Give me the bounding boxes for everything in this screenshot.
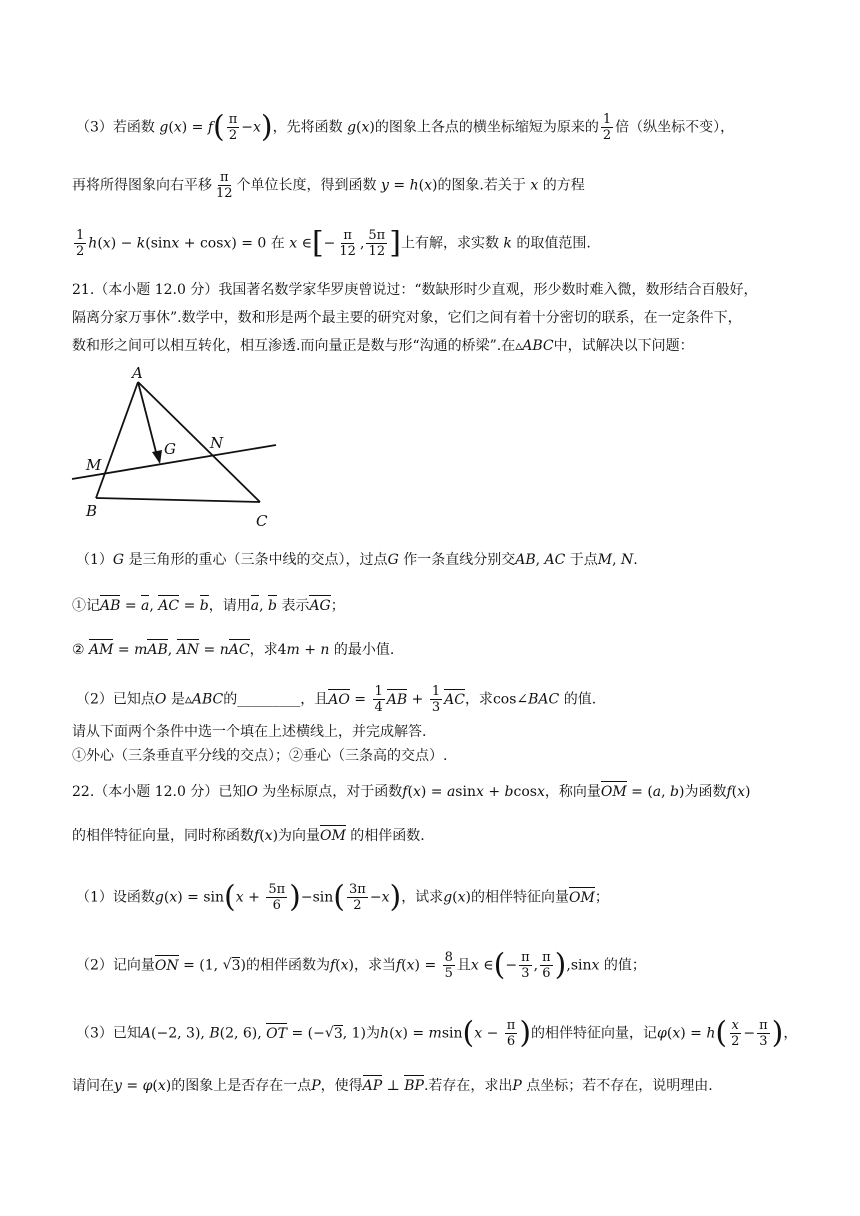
- side-bc: [96, 498, 260, 502]
- q21-part1-sub2: ② AM = mAB, AN = nAC，求4m + n 的最小值.: [72, 642, 395, 658]
- q21-options: ①外心（三条垂直平分线的交点）；②垂心（三条高的交点）.: [72, 748, 448, 764]
- label-b: B: [86, 502, 98, 520]
- q22-line2: 的相伴特征向量，同时称函数f(x)为向量OM 的相伴函数.: [72, 828, 425, 844]
- q21-part2: （2）已知点O 是▵ABC的_________，且AO = $\frac{1}{4}$ AB + $\frac{1}{3}$ AC，求cos∠BAC 的值.: [76, 684, 597, 715]
- q21-header: 21.（本小题 12.0 分）我国著名数学家华罗庚曾说过：“数缺形时少直观，形少数时难入微，数形结合百般好，: [72, 282, 758, 298]
- q22-part1: （1）设函数g(x) = sin(x + $\frac{5\pi}{6}$ )−sin( $\frac{3\pi}{2}$ −x)，试求g(x)的相伴特征向量OM；: [76, 879, 609, 915]
- triangle-figure: [66, 364, 286, 530]
- q21-part1-sub1: ①记AB = a, AC = b，请用a, b 表示AG；: [72, 598, 345, 614]
- side-ab: [96, 382, 138, 498]
- q20-part3-line3: $\frac{1}{2}$ h(x) − k(sinx + cosx) = 0 在 x ∈[− $\frac{\pi}{12}$ , $\frac{5\pi}{12}$ ]上有解，求实数 k 的取值范围.: [76, 225, 591, 261]
- label-m: M: [86, 456, 102, 474]
- q21-choose: 请从下面两个条件中选一个填在上述横线上，并完成解答.: [72, 724, 427, 740]
- q20-part3-line1: （3）若函数 g(x) = f( $\frac{\pi}{2}$ −x)，先将函数 g(x)的图象上各点的横坐标缩短为原来的 $\frac{1}{2}$ 倍（纵坐标不变），: [76, 109, 735, 145]
- q21-line3: 数和形之间可以相互转化，相互渗透.而向量正是数与形“沟通的桥梁”.在▵ABC中，试解决以下问题：: [72, 338, 694, 354]
- side-ac: [138, 382, 260, 502]
- q21-line2: 隔离分家万事休”.数学中，数和形是两个最主要的研究对象，它们之间有着十分密切的联系，在一定条件下，: [72, 310, 742, 326]
- q20-part3-line2: 再将所得图象向右平移 $\frac{\pi}{12}$ 个单位长度，得到函数 y = h(x)的图象.若关于 x 的方程: [72, 170, 585, 201]
- label-g: G: [164, 440, 176, 458]
- vector-ag: [138, 382, 157, 456]
- label-n: N: [210, 434, 224, 452]
- label-a: A: [132, 364, 143, 382]
- arrowhead-icon: [152, 450, 162, 464]
- q22-part3: （3）已知A(−2, 3), B(2, 6), OT = (−√ 3, 1)为h(x) = msin(x − $\frac{\pi}{6}$ )的相伴特征向量，记φ(x) = h( $\frac{x}{2}$ − $\frac{\pi}{3}$ )，: [76, 1018, 796, 1049]
- q21-part1: （1）G 是三角形的重心（三条中线的交点），过点G 作一条直线分别交AB, AC 于点M, N.: [76, 552, 638, 568]
- q22-part2: （2）记向量ON = (1, √ 3)的相伴函数为f(x)，求当f(x) = $\frac{8}{5}$ 且x ∈(− $\frac{\pi}{3}$ , $\frac{\pi}{6}$ ),sinx 的值；: [76, 950, 796, 981]
- q22-line1: 22.（本小题 12.0 分）已知O 为坐标原点，对于函数f(x) = asinx + bcosx，称向量OM = (a, b)为函数f(x): [72, 784, 751, 800]
- label-c: C: [256, 512, 268, 530]
- q22-part3-line2: 请问在y = φ(x)的图象上是否存在一点P，使得AP ⊥ BP.若存在，求出P 点坐标；若不存在，说明理由.: [72, 1078, 713, 1094]
